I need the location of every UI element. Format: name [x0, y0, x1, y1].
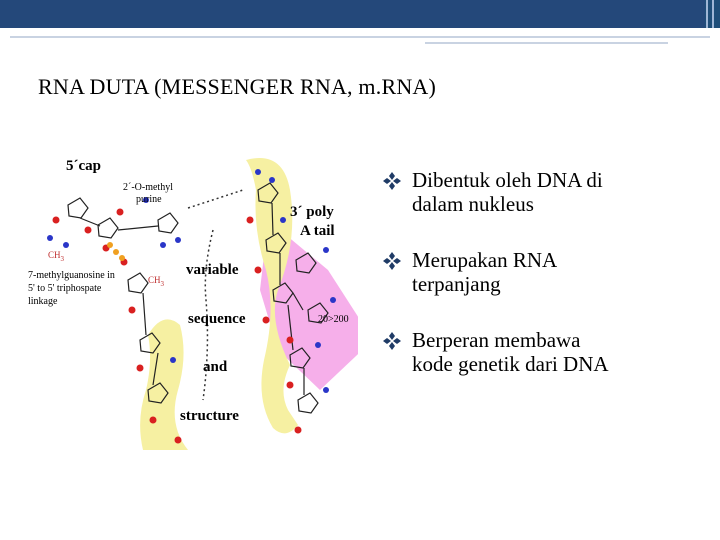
- header-stripe: [706, 0, 708, 28]
- yellow-backbone-lower: [140, 319, 188, 450]
- label-5-cap: 5´cap: [66, 158, 101, 174]
- bullet-line: Merupakan RNA: [412, 248, 558, 272]
- header-ribbon: [0, 0, 705, 28]
- label-linkage-2: 5' to 5' triphospate: [28, 283, 102, 294]
- label-linkage-1: 7-methylguanosine in: [28, 270, 115, 281]
- linkage-phosphates: [107, 242, 125, 261]
- bullet-item: [382, 168, 702, 216]
- slide-header-bar: [0, 0, 720, 28]
- diamond-bullet-icon: [382, 251, 402, 271]
- bullet-line: kode genetik dari DNA: [412, 352, 609, 376]
- bullet-item: [382, 248, 702, 296]
- label-range: 20>200: [318, 314, 349, 325]
- bullet-line: Berperan membawa: [412, 328, 581, 352]
- label-methyl: 2´-O-methyl: [123, 182, 173, 193]
- label-linkage-3: linkage: [28, 296, 58, 307]
- bullet-line: Dibentuk oleh DNA di: [412, 168, 603, 192]
- label-ch3-top: $CH_3$: [48, 250, 65, 263]
- header-rule: [10, 36, 710, 38]
- label-sequence: sequence: [188, 311, 246, 327]
- label-variable: variable: [186, 262, 239, 278]
- bullet-list: [382, 168, 702, 408]
- label-a-tail: A tail: [300, 223, 335, 239]
- label-and: and: [203, 359, 228, 375]
- bullet-line: dalam nukleus: [412, 192, 534, 216]
- bullet-item: [382, 328, 702, 376]
- label-ch3-mid: $CH_3$: [148, 275, 165, 288]
- bullet-line: terpanjang: [412, 272, 501, 296]
- header-rule-short: [425, 42, 668, 44]
- slide-title: RNA DUTA (MESSENGER RNA, m.RNA): [38, 74, 437, 99]
- label-purine: purine: [136, 194, 162, 205]
- mrna-structure-diagram: [28, 150, 358, 455]
- label-poly-a: 3´ poly: [290, 204, 334, 220]
- diamond-bullet-icon: [382, 331, 402, 351]
- label-structure: structure: [180, 408, 239, 424]
- diamond-bullet-icon: [382, 171, 402, 191]
- header-stripe: [712, 0, 714, 28]
